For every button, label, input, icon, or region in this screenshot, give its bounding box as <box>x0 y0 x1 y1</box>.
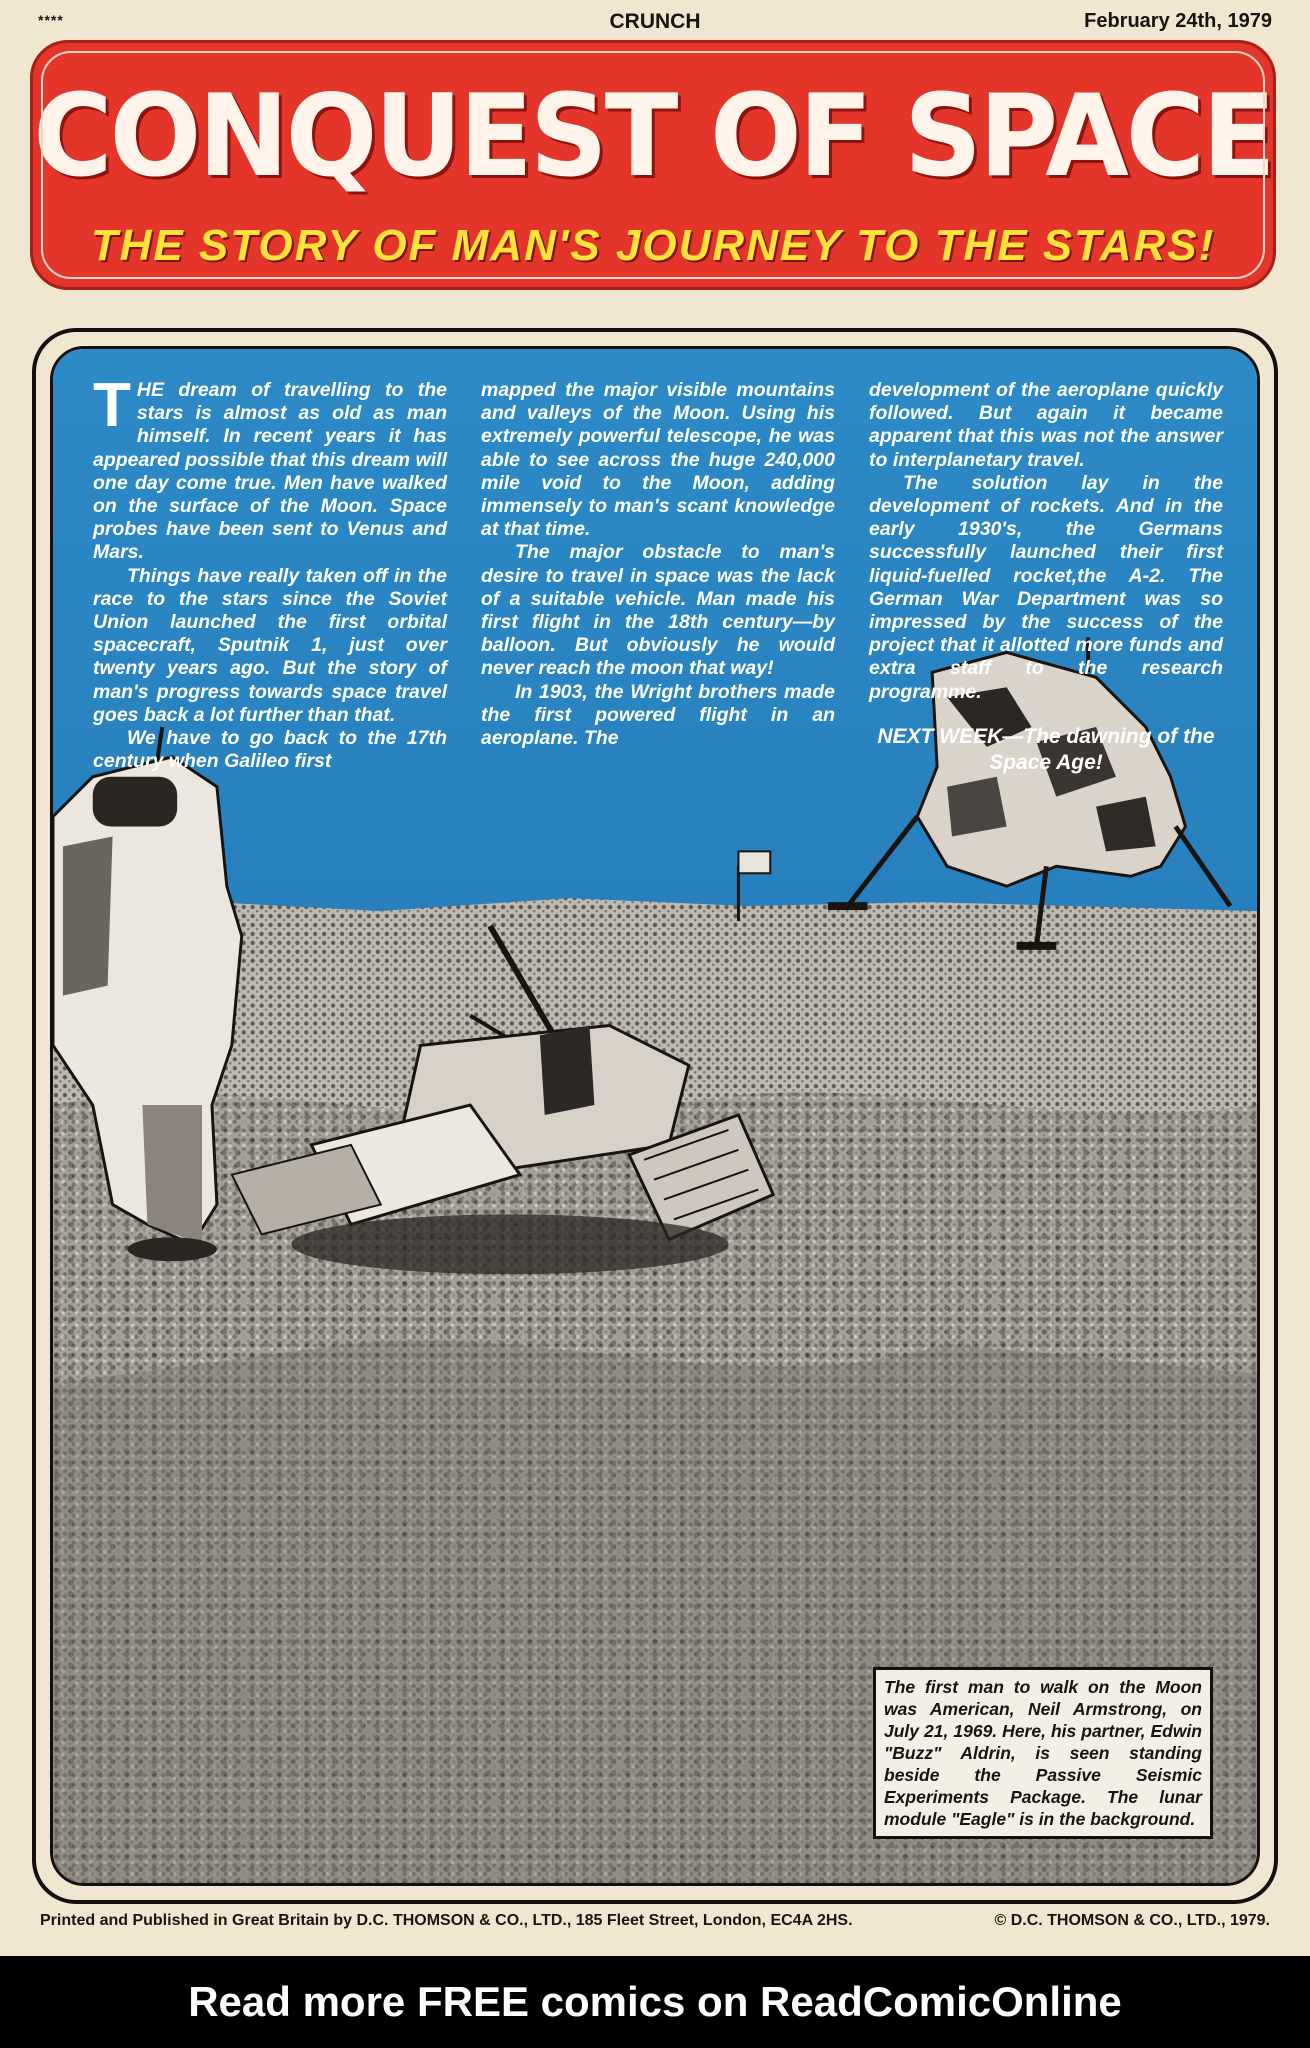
magazine-name: CRUNCH <box>609 10 701 33</box>
paragraph-text: HE dream of travelling to the stars is almost as old as man himself. In recent years it has appeared possible that this dream will one day come true. Men have walked on the surface of the Moon. Space probes have been sent to Venus and Mars. <box>93 379 447 564</box>
article-column-3 <box>869 379 1223 849</box>
article-paragraph: We have to go back to the 17th century when Galileo first <box>93 727 447 773</box>
article-paragraph: development of the aeroplane quickly followed. But again it became apparent that this was not the answer to interplanetary travel. <box>869 379 1223 471</box>
page-header <box>38 8 1272 36</box>
article-paragraph: mapped the major visible mountains and valleys of the Moon. Using his extremely powerful telescope, he was able to see across the huge 240,000 mile void to the Moon, adding immensely to man's scant knowledge at that time. <box>481 379 835 541</box>
issue-date: February 24th, 1979 <box>1084 10 1272 32</box>
drop-cap: T <box>93 371 131 440</box>
promo-bar[interactable] <box>0 1956 1310 2048</box>
article-paragraph <box>93 371 447 565</box>
printed-by: Printed and Published in Great Britain by D.C. THOMSON & CO., LTD., 185 Fleet Street, London, EC4A 2HS. <box>40 1912 853 1929</box>
article-body <box>93 371 1223 849</box>
header-stars: **** <box>38 12 64 28</box>
article-column-1 <box>93 371 447 849</box>
banner-title: CONQUEST OF SPACE <box>33 70 1273 203</box>
copyright: © D.C. THOMSON & CO., LTD., 1979. <box>994 1912 1270 1929</box>
title-banner <box>30 40 1276 290</box>
article-paragraph: The solution lay in the development of rockets. And in the early 1930's, the Germans successfully launched their first liquid-fuelled rocket,the A-2. The German War Department was so impressed by the success of the project that it allotted more funds and extra staff to the research programme. <box>869 471 1223 703</box>
moon-photo-panel <box>50 346 1260 1886</box>
main-panel <box>32 328 1278 1904</box>
article-paragraph: The major obstacle to man's desire to travel in space was the lack of a suitable vehicle. Man made his first flight in the 18th century—by balloon. But obviously he would never reach the moon that way! <box>481 541 835 680</box>
article-paragraph: Things have really taken off in the race to the stars since the Soviet Union launched the first orbital spacecraft, Sputnik 1, just over twenty years ago. But the story of man's progress towards space travel goes back a lot further than that. <box>93 564 447 726</box>
next-week-teaser: NEXT WEEK—The dawning of the Space Age! <box>877 724 1215 774</box>
publisher-footer <box>40 1912 1270 1930</box>
article-column-2 <box>481 379 835 849</box>
promo-text[interactable]: Read more FREE comics on ReadComicOnline <box>188 1978 1122 2025</box>
banner-subtitle: THE STORY OF MAN'S JOURNEY TO THE STARS! <box>90 221 1216 270</box>
photo-caption: The first man to walk on the Moon was American, Neil Armstrong, on July 21, 1969. Here, his partner, Edwin "Buzz" Aldrin, is seen standing beside the Passive Seismic Experiments Package. The lunar module "Eagle" is in the background. <box>873 1667 1213 1839</box>
article-paragraph: In 1903, the Wright brothers made the first powered flight in an aeroplane. The <box>481 680 835 750</box>
